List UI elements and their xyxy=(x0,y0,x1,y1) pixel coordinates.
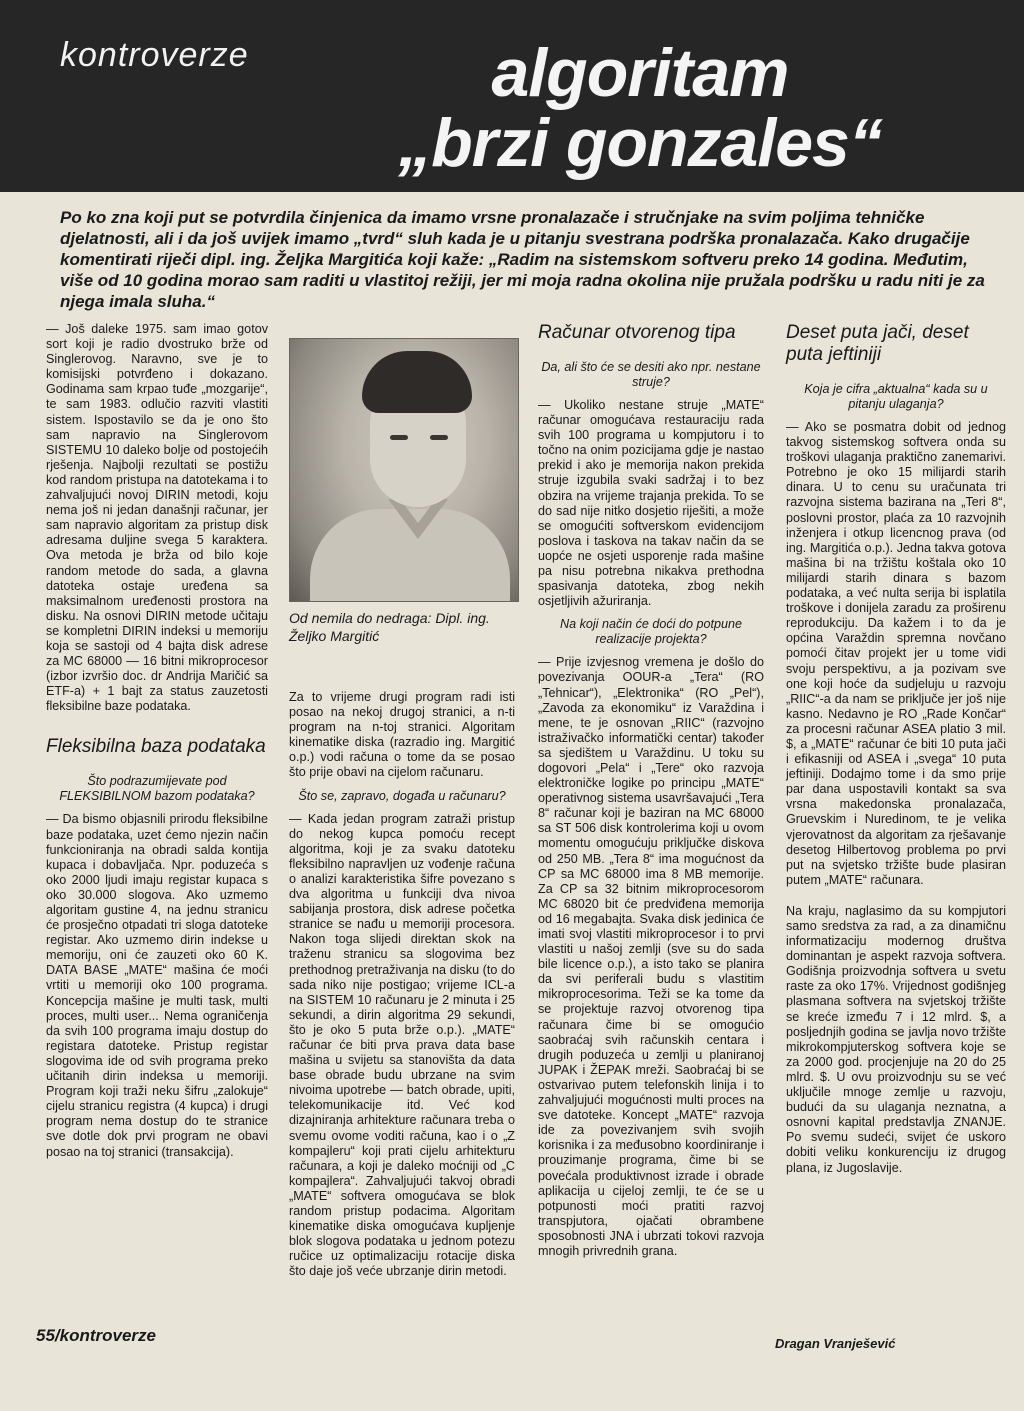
title-line-1: algoritam xyxy=(491,35,789,111)
title-line-2: „brzi gonzales“ xyxy=(398,105,882,181)
column-1 xyxy=(46,322,268,1160)
col2-question: Što se, zapravo, događa u računaru? xyxy=(298,788,506,803)
article-title xyxy=(300,35,980,181)
col4-subhead: Deset puta jači, deset puta jeftiniji xyxy=(786,322,969,365)
section-label: kontroverze xyxy=(60,36,249,74)
col4-question: Koja je cifra „aktualna“ kada su u pitanju ulaganja? xyxy=(804,382,988,411)
col1-paragraph-1: — Još daleke 1975. sam imao gotov sort koji je radio dvostruko brže od Singlerovog. Naravno, sve je to komisijski potvrđeno i dokazano. Godinama sam krpao tuđe „mozgarije“, te sam 1983. odlučio razviti vlastiti sistem. Ispostavilo se da je ono što sam napravio na Singlerovom SISTEMU 10 daleko bolje od postojećih rješenja. Najbolji rezultati se postižu kod random pristupa na datotekama i to zahvaljujući novoj DIRIN metodi, koju nema još ni jedan današnji računar, jer sam napravio algoritam za pristup disk adresama duljine svega 5 karaktera. Ova metoda je brža od bilo koje random metode do sada, a glavna datoteka ostaje uređena sa maksimalnom uređenosti prostora na disku. Na osnovi DIRIN metode učitaju se kompletni DIRIN indeksi u memoriju koja se sastoji od 4 bajta disk adrese za MC 68000 — 16 bitni mikroprocesor (izbor izvršio doc. dr Andrija Maričić sa ETF-a) + 1 bajt za status zauzetosti fleksibilne baze podataka. xyxy=(46,322,268,714)
column-4 xyxy=(786,322,1006,1176)
column-3 xyxy=(538,322,764,1259)
page-label: 55/kontroverze xyxy=(36,1326,156,1345)
col2-paragraph-1: Za to vrijeme drugi program radi isti posao na nekoj drugoj stranici, a n-ti program na n-toj stranici. Algoritam kinematike diska (razradio ing. Margitić o.p.) vodi računa o tome da se posao što prije obavi na cijelom računaru. xyxy=(289,690,515,780)
column-2 xyxy=(289,690,515,1279)
header-banner xyxy=(0,0,1024,192)
col3-question-2: Na koji način će doći do potpune realizacije projekta? xyxy=(559,617,743,647)
photo-caption: Od nemila do nedraga: Dipl. ing. Željko Margitić xyxy=(289,610,490,644)
lead-paragraph: Po ko zna koji put se potvrdila činjenica da imamo vrsne pronalazače i stručnjake na svim poljima tehničke djelatnosti, ali i da još uvijek imamo „tvrd“ sluh kada je u pitanju svestrana podrška pronalazača. Kako drugačije komentirati riječi dipl. ing. Željka Margitića koji kaže: „Radim na sistemskom softveru preko 14 godina. Međutim, više od 10 godina morao sam raditi u vlastitoj režiji, jer mi moja radna okolina nije pružala podršku u radu niti je za njega imala sluha.“ xyxy=(60,208,985,311)
col1-paragraph-2: — Da bismo objasnili prirodu fleksibilne baze podataka, uzet ćemo njezin način funkcioniranja na obradi salda kontija kupaca i dobavljača. Npr. poduzeća s oko 2000 ljudi imaju registar kupaca s oko 30.000 slogova. Ako uzmemo algoritam gustine 4, na jednu stranicu će prosječno otpadati tri sloga datoteke registar. Ako uzmemo dirin indekse u memoriju, oni će zauzeti oko 60 K. DATA BASE „MATE“ mašina će moći vrtiti u memoriji oko 100 programa. Koncepcija mašine je multi task, multi proces, multi user... Nema ograničenja da svih 100 programa imaju dostup do registara datoteke. Pristup registar slogovima ide od svih programa preko učitanih dirin indeksa u memoriji. Program koji traži neku šifru „zalokuje“ cijelu stranicu registra (4 kupca) i drugi program nema dostup do te stranice sve dotle dok prvi program ne obavi posao na toj stranici (transakcija). xyxy=(46,812,268,1159)
col3-question-1: Da, ali što će se desiti ako npr. nestane struje? xyxy=(541,360,761,389)
col2-paragraph-2: — Kada jedan program zatraži pristup do nekog kupca pomoću recept algoritma, koji je za svaku datoteku fleksibilno napravljen uz vođenje računa o analizi karakteristika šifre povezano s dva algoritma u funkciji dva nivoa sabijanja prostora, disk adrese početka stranice se nađu u memoriji procesora. Nakon toga slijedi direktan skok na traženu stranicu sa slogovima bez prethodnog pretraživanja na disku (to do sada niko nije postigao; vrijeme ICL-a na SISTEM 10 računaru je 2 minuta i 25 sekundi, a dirin algoritma 29 sekundi, što je oko 5 puta brže o.p.). „MATE“ računar će biti prva prava data base mašina u svijetu sa stanovišta da data base obrade budu ubrzane na svim nivoima upotrebe — batch obrade, upiti, telekomunikacije itd. Već kod dizajniranja arhitekture računara treba o svemu ovome voditi računa, kao i o „Z kompajleru“ koji prati cijelu arhitekturu računara, a koji je daleko moćniji od „C kompajlera“. Zahvaljujući takvoj obradi „MATE“ softvera omogućava se blok random pristup podacima. Algoritam kinematike diska omogućava kupljenje blok slogova podataka u jednom potezu ručice uz optimalizaciju rotacije diska što daje još veće ubrzanje dirin metodi. xyxy=(289,811,515,1279)
col4-paragraph-1: — Ako se posmatra dobit od jednog takvog sistemskog softvera onda su troškovi ulaganja praktično zanemarivi. Potrebno je oko 15 milijardi starih dinara. U to cenu su uračunata tri razvojna sistema bazirana na „Teri 8“, poslovni prostor, plaća za 10 razvojnih inženjera i otkup licencnog prava (od ing. Margitića o.p.). Jedna takva gotova mašina bi na tržištu koštala oko 10 milijardi starih dinara s bazom podataka, a već nulta serija bi isplatila troškove i donijela zaradu za proširenu reprodukciju. Da kažem i to da je općina Varaždin spremna novčano pomoći čitav projekt jer u tome vidi svoju perspektivu, a ja pozivam sve one koji hoće da sudjeluju u razvoju „RIIC“-a da nam se priključe jer još nije kasno. Nedavno je RO „Rade Končar“ za procesni računar ASEA platio 3 mil. $, a „MATE“ računar će biti 10 puta jači i efikasniji od ASEA i „svega“ 10 puta jeftiniji. Dodajmo tome i da smo prije par dana uspostavili kontakt sa sva vrsna makedonska pronalazača, Gruevskim i Nuredinom, te je velika vjerovatnost da algoritam za rješavanje desetog Hilbertovog problema po prvi put na svjetsko tržište bude plasiran putem „MATE“ računara. xyxy=(786,420,1006,887)
col1-subhead: Fleksibilna baza podataka xyxy=(46,736,266,758)
col1-question: Što podrazumijevate pod FLEKSIBILNOM bazom podataka? xyxy=(59,774,255,804)
portrait-photo xyxy=(289,338,519,602)
col4-paragraph-2: Na kraju, naglasimo da su kompjutori samo sredstva za rad, a za dinamičnu informatizaciju modernog društva dominantan je aspekt razvoja softvera. Godišnja proizvodnja softvera u svetu raste za oko 17%. Vrijednost godišnjeg plasmana softvera na svjetskoj tržište se kreće između 7 i 12 mlrd. $, a posljednjih godina se javlja novo tržište mikrokompjuterskog softvera koje se za 2000 god. procjenjuje na 20 do 25 mlrd. $. U ovu proizvodnju su se već uključile mnoge zemlje u razvoju, budući da su ulaganja neznatna, a osnovni kapital predstavlja ZNANJE. Po svemu sudeći, svijet će uskoro dobiti veliku konkurenciju iz drugog plana, iz Jugoslavije. xyxy=(786,903,1006,1175)
col3-paragraph-1: — Ukoliko nestane struje „MATE“ računar omogućava restauraciju rada svih 100 programa u kompjutoru i to točno na onim pozicijama gdje je nastao prekid i ako je memorija nakon prekida struje izgubila svaki sadržaj i to bez obzira na vrijeme trajanja prekida. To se do sad nije nitko dosjetio riješiti, a može se omogućiti softverskom evidencijom poslova i taskova na takav način da se uopće ne osjeti usporenje rada mašine pa nisu potrebna nikakva prethodna spasivanja datoteka, zbog nekih osjetljivih ažuriranja. xyxy=(538,398,764,609)
col3-paragraph-2: — Prije izvjesnog vremena je došlo do povezivanja OOUR-a „Tera“ (RO „Tehnicar“), „Elektronika“ (RO „Pel“), „Zavoda za ekonomiku“ iz Varaždina i mene, te je osnovan „RIIC“ (razvojno istraživačko informatički centar) također sa sjedištem u Varaždinu. U toku su dogovori „Pela“ i „Tere“ oko razvoja elektroničke logike po principu „MATE“ operativnog sistema usavršavajući „Tera 8“ računar koji je baziran na MC 68000 sa ST 506 disk kontrolerima koji u ovom momentu omogućuju priključke diskova od 250 MB. „Tera 8“ ima mogućnost da CP sa MC 68000 ima 8 MB memorije. Za CP sa 32 bitnim mikroprocesorom MC 68020 bit će predviđena memorija od 16 megabajta. Svaka disk jedinica će imati svoj vlastiti mikroprocesor i to prvi vlastiti u našoj zemlji (sve su do sada bile licence o.p.), a isto tako se planira da svi periferali budu s vlastitim mikroprocesorima. Teži se ka tome da se projektuje razvoj otvorenog tipa računara čime bi se omogućio saobraćaj svih računskih centara i drugih poduzeća u zemlji u planiranoj JUPAK i ŽEPAK mreži. Saobraćaj bi se ostvarivao putem telefonskih linija i to zahvaljujući mogućnosti multi proces na sve datoteke. Koncept „MATE“ razvoja ide za povezivanjem svih svojih korisnika i za međusobno koordiniranje i prouzimanje programa, čime bi se povećala produktivnost izrade i obrade aplikacija u cijeloj zemlji, te će se u potpunosti moći pratiti razvoj transpjutora, ojačati obrambene sposobnosti JNA i ubrzati tokovi razvoja mnogih privrednih grana. xyxy=(538,655,764,1258)
col3-subhead: Računar otvorenog tipa xyxy=(538,322,736,343)
author-byline: Dragan Vranješević xyxy=(775,1336,896,1351)
